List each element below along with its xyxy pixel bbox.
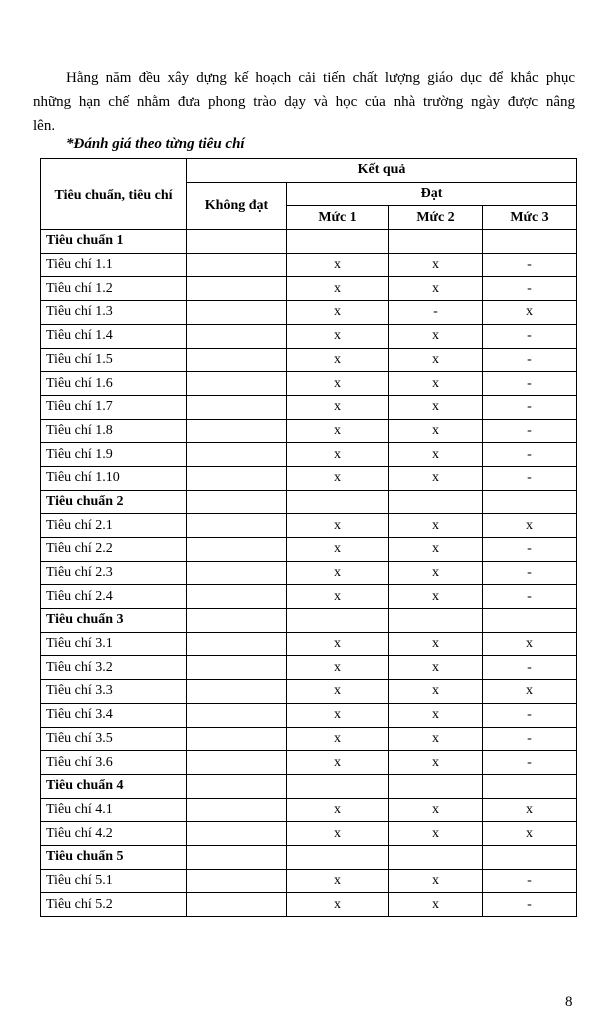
not-met-cell (187, 538, 287, 562)
criterion-name: Tiêu chí 3.6 (41, 751, 187, 775)
criterion-name: Tiêu chí 3.2 (41, 656, 187, 680)
not-met-cell (187, 466, 287, 490)
level-3-cell: - (483, 348, 577, 372)
not-met-cell (187, 680, 287, 704)
not-met-cell (187, 324, 287, 348)
level-2-cell: x (389, 419, 483, 443)
standard-row (41, 845, 577, 869)
level-1-cell: x (287, 253, 389, 277)
standard-row (41, 774, 577, 798)
level-2-cell: x (389, 324, 483, 348)
level-2-cell: x (389, 466, 483, 490)
standard-row (41, 609, 577, 633)
not-met-cell (187, 845, 287, 869)
level-2-cell (389, 230, 483, 254)
intro-paragraph (33, 66, 575, 138)
criterion-row (41, 585, 577, 609)
level-3-cell: x (483, 822, 577, 846)
header-met: Đạt (287, 182, 577, 206)
not-met-cell (187, 561, 287, 585)
not-met-cell (187, 798, 287, 822)
level-2-cell: x (389, 277, 483, 301)
level-2-cell: x (389, 751, 483, 775)
criterion-name: Tiêu chí 2.3 (41, 561, 187, 585)
criterion-name: Tiêu chí 2.4 (41, 585, 187, 609)
level-2-cell: x (389, 253, 483, 277)
not-met-cell (187, 372, 287, 396)
not-met-cell (187, 774, 287, 798)
criterion-name: Tiêu chí 5.2 (41, 893, 187, 917)
level-3-cell: - (483, 419, 577, 443)
header-level-1: Mức 1 (287, 206, 389, 230)
level-1-cell (287, 845, 389, 869)
criterion-row (41, 443, 577, 467)
table-body (41, 230, 577, 917)
criterion-name: Tiêu chí 1.7 (41, 395, 187, 419)
level-1-cell: x (287, 869, 389, 893)
level-2-cell: x (389, 893, 483, 917)
level-1-cell: x (287, 561, 389, 585)
criterion-name: Tiêu chuẩn 1 (41, 230, 187, 254)
level-1-cell: x (287, 656, 389, 680)
criterion-name: Tiêu chí 2.2 (41, 538, 187, 562)
level-2-cell: x (389, 585, 483, 609)
level-2-cell: x (389, 703, 483, 727)
level-3-cell: x (483, 301, 577, 325)
criterion-row (41, 798, 577, 822)
level-3-cell: - (483, 727, 577, 751)
level-2-cell: x (389, 561, 483, 585)
not-met-cell (187, 893, 287, 917)
level-1-cell (287, 609, 389, 633)
level-1-cell: x (287, 466, 389, 490)
level-2-cell (389, 845, 483, 869)
level-1-cell: x (287, 751, 389, 775)
level-1-cell: x (287, 348, 389, 372)
level-3-cell: x (483, 632, 577, 656)
level-3-cell: x (483, 680, 577, 704)
criterion-row (41, 514, 577, 538)
criterion-name: Tiêu chí 1.2 (41, 277, 187, 301)
criterion-name: Tiêu chuẩn 4 (41, 774, 187, 798)
level-3-cell (483, 845, 577, 869)
not-met-cell (187, 443, 287, 467)
level-2-cell: x (389, 632, 483, 656)
criterion-row (41, 395, 577, 419)
criterion-name: Tiêu chí 3.5 (41, 727, 187, 751)
not-met-cell (187, 490, 287, 514)
paragraph-line-2: những hạn chế nhằm đưa phong trào dạy và học của nhà trường ngày được nâng (33, 94, 575, 110)
level-3-cell: x (483, 514, 577, 538)
not-met-cell (187, 253, 287, 277)
criterion-name: Tiêu chí 5.1 (41, 869, 187, 893)
level-3-cell: - (483, 324, 577, 348)
criterion-name: Tiêu chí 1.8 (41, 419, 187, 443)
standard-row (41, 230, 577, 254)
level-2-cell: x (389, 656, 483, 680)
level-1-cell: x (287, 419, 389, 443)
level-2-cell: x (389, 514, 483, 538)
criterion-name: Tiêu chí 3.3 (41, 680, 187, 704)
level-3-cell (483, 774, 577, 798)
level-2-cell: x (389, 727, 483, 751)
criterion-row (41, 538, 577, 562)
criterion-row (41, 656, 577, 680)
evaluation-table (40, 158, 577, 917)
header-criteria: Tiêu chuẩn, tiêu chí (41, 159, 187, 230)
criterion-row (41, 419, 577, 443)
level-2-cell: - (389, 301, 483, 325)
paragraph-line-1: Hằng năm đều xây dựng kế hoạch cải tiến chất lượng giáo dục để khắc phục (66, 70, 575, 86)
level-3-cell: - (483, 703, 577, 727)
level-3-cell: - (483, 656, 577, 680)
level-3-cell: - (483, 751, 577, 775)
level-1-cell: x (287, 632, 389, 656)
level-3-cell: - (483, 253, 577, 277)
criterion-name: Tiêu chí 1.1 (41, 253, 187, 277)
not-met-cell (187, 632, 287, 656)
level-1-cell (287, 774, 389, 798)
level-2-cell: x (389, 348, 483, 372)
not-met-cell (187, 277, 287, 301)
criterion-row (41, 727, 577, 751)
criterion-row (41, 893, 577, 917)
criterion-name: Tiêu chí 1.3 (41, 301, 187, 325)
criterion-row (41, 253, 577, 277)
section-heading: *Đánh giá theo từng tiêu chí (66, 136, 245, 152)
paragraph-line-3: lên. (33, 118, 56, 134)
not-met-cell (187, 514, 287, 538)
criterion-name: Tiêu chuẩn 2 (41, 490, 187, 514)
header-level-2: Mức 2 (389, 206, 483, 230)
not-met-cell (187, 869, 287, 893)
level-1-cell: x (287, 822, 389, 846)
level-3-cell (483, 490, 577, 514)
level-2-cell: x (389, 372, 483, 396)
level-3-cell: - (483, 395, 577, 419)
criterion-row (41, 822, 577, 846)
level-2-cell: x (389, 443, 483, 467)
level-2-cell (389, 774, 483, 798)
criterion-name: Tiêu chí 3.4 (41, 703, 187, 727)
level-3-cell: - (483, 893, 577, 917)
criterion-name: Tiêu chí 1.6 (41, 372, 187, 396)
page-number: 8 (565, 994, 573, 1010)
not-met-cell (187, 585, 287, 609)
level-1-cell: x (287, 893, 389, 917)
not-met-cell (187, 348, 287, 372)
not-met-cell (187, 656, 287, 680)
criterion-name: Tiêu chuẩn 3 (41, 609, 187, 633)
criterion-row (41, 324, 577, 348)
header-not-met: Không đạt (187, 182, 287, 229)
criterion-name: Tiêu chuẩn 5 (41, 845, 187, 869)
not-met-cell (187, 395, 287, 419)
criterion-row (41, 869, 577, 893)
level-3-cell: - (483, 466, 577, 490)
level-3-cell: - (483, 585, 577, 609)
level-3-cell: - (483, 372, 577, 396)
level-3-cell: - (483, 869, 577, 893)
criterion-row (41, 348, 577, 372)
level-2-cell: x (389, 798, 483, 822)
level-3-cell: - (483, 538, 577, 562)
criterion-row (41, 703, 577, 727)
level-1-cell (287, 230, 389, 254)
level-1-cell: x (287, 324, 389, 348)
not-met-cell (187, 301, 287, 325)
level-1-cell: x (287, 727, 389, 751)
criterion-name: Tiêu chí 1.4 (41, 324, 187, 348)
level-3-cell: - (483, 277, 577, 301)
not-met-cell (187, 822, 287, 846)
criterion-name: Tiêu chí 4.2 (41, 822, 187, 846)
level-2-cell (389, 490, 483, 514)
level-1-cell: x (287, 703, 389, 727)
not-met-cell (187, 727, 287, 751)
level-1-cell: x (287, 395, 389, 419)
criterion-row (41, 372, 577, 396)
criterion-row (41, 466, 577, 490)
criterion-name: Tiêu chí 1.5 (41, 348, 187, 372)
not-met-cell (187, 419, 287, 443)
criterion-row (41, 751, 577, 775)
criterion-row (41, 277, 577, 301)
level-2-cell: x (389, 680, 483, 704)
criterion-row (41, 561, 577, 585)
level-1-cell: x (287, 301, 389, 325)
level-3-cell: - (483, 443, 577, 467)
level-2-cell (389, 609, 483, 633)
standard-row (41, 490, 577, 514)
criterion-row (41, 632, 577, 656)
level-1-cell: x (287, 680, 389, 704)
level-1-cell: x (287, 538, 389, 562)
level-2-cell: x (389, 538, 483, 562)
criterion-name: Tiêu chí 4.1 (41, 798, 187, 822)
not-met-cell (187, 230, 287, 254)
criterion-row (41, 680, 577, 704)
level-1-cell: x (287, 277, 389, 301)
level-3-cell (483, 609, 577, 633)
level-1-cell: x (287, 443, 389, 467)
level-2-cell: x (389, 822, 483, 846)
criterion-name: Tiêu chí 3.1 (41, 632, 187, 656)
level-1-cell: x (287, 514, 389, 538)
criterion-name: Tiêu chí 1.9 (41, 443, 187, 467)
level-1-cell: x (287, 798, 389, 822)
level-1-cell (287, 490, 389, 514)
header-result: Kết quả (187, 159, 577, 183)
criterion-row (41, 301, 577, 325)
header-level-3: Mức 3 (483, 206, 577, 230)
level-1-cell: x (287, 372, 389, 396)
level-2-cell: x (389, 869, 483, 893)
level-1-cell: x (287, 585, 389, 609)
level-3-cell: - (483, 561, 577, 585)
criterion-name: Tiêu chí 2.1 (41, 514, 187, 538)
level-2-cell: x (389, 395, 483, 419)
criterion-name: Tiêu chí 1.10 (41, 466, 187, 490)
not-met-cell (187, 751, 287, 775)
level-3-cell: x (483, 798, 577, 822)
not-met-cell (187, 609, 287, 633)
not-met-cell (187, 703, 287, 727)
level-3-cell (483, 230, 577, 254)
